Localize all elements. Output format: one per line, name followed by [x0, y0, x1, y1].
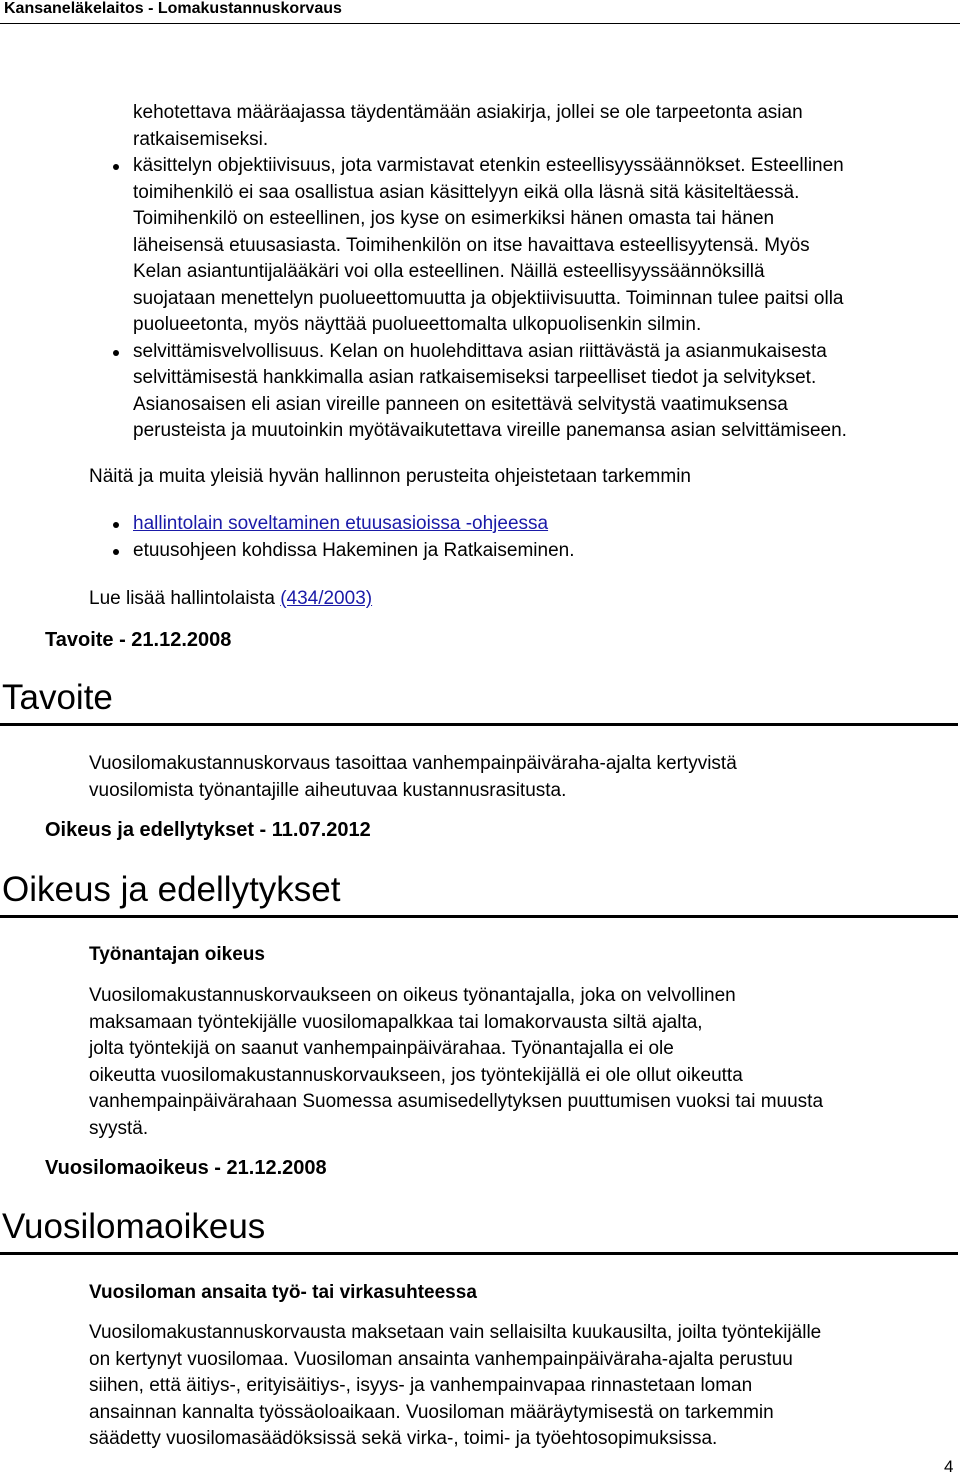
- read-more-line: [89, 586, 954, 613]
- text-line: suojataan menettelyn puolueettomuutta ja objektiivisuutta. Toiminnan tulee paitsi olla: [133, 287, 844, 309]
- oikeus-paragraph: [89, 983, 954, 1142]
- text-line: Asianosaisen eli asian vireille panneen on esitettävä selvitystä vaatimuksensa: [133, 393, 788, 415]
- tavoite-paragraph: [89, 751, 954, 804]
- section-divider: [0, 723, 958, 726]
- vuosilomaoikeus-paragraph: [89, 1320, 954, 1453]
- bullet-icon: [113, 350, 119, 356]
- text-line: etuusohjeen kohdissa Hakeminen ja Ratkaiseminen.: [133, 539, 575, 561]
- list-item: [110, 511, 574, 538]
- text-line: selvittämisestä hankkimalla asian ratkaisemiseksi tarpeelliset tiedot ja selvitykset.: [133, 367, 817, 388]
- text-line: Vuosilomakustannuskorvaus tasoittaa vanhempainpäiväraha-ajalta kertyvistä: [89, 753, 737, 774]
- bullet-icon: [113, 164, 119, 170]
- guidance-intro: Näitä ja muita yleisiä hyvän hallinnon perusteita ohjeistetaan tarkemmin: [89, 466, 691, 487]
- vuosilomaoikeus-subheading: Vuosiloman ansaita työ- tai virkasuhteessa: [89, 1282, 477, 1303]
- previous-bullet-continuation: [133, 100, 958, 153]
- list-item: [110, 153, 847, 339]
- tavoite-date-heading: Tavoite - 21.12.2008: [45, 629, 232, 651]
- document-header-title: Kansaneläkelaitos - Lomakustannuskorvaus: [4, 0, 342, 17]
- section-divider: [0, 1252, 958, 1255]
- text-line: ratkaisemiseksi.: [133, 128, 269, 150]
- text-line: kehotettava määräajassa täydentämään asiakirja, jollei se ole tarpeetonta asian: [133, 102, 803, 123]
- list-item: [110, 339, 847, 445]
- text-line: läheisensä etuusasiasta. Toimihenkilön on itse havaittava esteellisyytensä. Myös: [133, 234, 810, 256]
- oikeus-title: Oikeus ja edellytykset: [2, 870, 341, 909]
- bullet-icon: [113, 522, 119, 528]
- read-more-text: Lue lisää hallintolaista: [89, 588, 275, 609]
- text-line: syystä.: [89, 1117, 149, 1139]
- text-line: Kelan asiantuntijalääkäri voi olla esteellinen. Näillä esteellisyyssäännöksillä: [133, 261, 765, 282]
- text-line: vanhempainpäivärahaan Suomessa asumisedellytyksen puuttumisen vuoksi tai muusta: [89, 1091, 824, 1112]
- page-number: 4: [944, 1457, 954, 1476]
- text-line: selvittämisvelvollisuus. Kelan on huolehdittava asian riittävästä ja asianmukaisesta: [133, 340, 827, 362]
- header-divider: [0, 23, 960, 24]
- text-line: toimihenkilö ei saa osallistua asian käsittelyyn eikä olla läsnä sitä käsiteltäessä.: [133, 181, 800, 203]
- oikeus-date-heading: Oikeus ja edellytykset - 11.07.2012: [45, 819, 371, 841]
- tavoite-title: Tavoite: [2, 678, 113, 717]
- list-item: [110, 538, 574, 565]
- vuosilomaoikeus-date-heading: Vuosilomaoikeus - 21.12.2008: [45, 1157, 327, 1179]
- text-line: perusteista ja muutoinkin myötävaikutettava vireille panemansa asian selvittämiseen.: [133, 420, 847, 441]
- oikeus-subheading: Työnantajan oikeus: [89, 944, 265, 965]
- hallintolaki-guide-link[interactable]: hallintolain soveltaminen etuusasioissa -ohjeessa: [133, 513, 549, 534]
- text-line: on kertynyt vuosilomaa. Vuosiloman ansainta vanhempainpäiväraha-ajalta perustuu: [89, 1348, 793, 1370]
- text-line: Toimihenkilö on esteellinen, jos kyse on esimerkiksi hänen omasta tai hänen: [133, 208, 775, 229]
- principles-list: [110, 153, 847, 445]
- text-line: maksamaan työntekijälle vuosilomapalkkaa tai lomakorvausta siltä ajalta,: [89, 1011, 703, 1033]
- vuosilomaoikeus-title: Vuosilomaoikeus: [2, 1207, 266, 1246]
- text-line: Vuosilomakustannuskorvausta maksetaan vain sellaisilta kuukausilta, joilta työntekijälle: [89, 1322, 822, 1343]
- text-line: siihen, että äitiys-, erityisäitiys-, isyys- ja vanhempainvapaa rinnastetaan loman: [89, 1375, 753, 1396]
- text-line: vuosilomista työnantajille aiheutuvaa kustannusrasitusta.: [89, 779, 567, 801]
- bullet-icon: [113, 549, 119, 555]
- section-divider: [0, 915, 958, 918]
- text-line: käsittelyn objektiivisuus, jota varmistavat etenkin esteellisyyssäännökset. Esteellinen: [133, 155, 844, 176]
- text-line: säädetty vuosilomasäädöksissä sekä virka-, toimi- ja työehtosopimuksissa.: [89, 1428, 718, 1449]
- guidance-list: [110, 511, 574, 564]
- hallintolaki-link[interactable]: (434/2003): [280, 588, 373, 609]
- text-line: Vuosilomakustannuskorvaukseen on oikeus työnantajalla, joka on velvollinen: [89, 985, 736, 1006]
- text-line: jolta työntekijä on saanut vanhempainpäivärahaa. Työnantajalla ei ole: [89, 1038, 674, 1059]
- text-line: puolueetonta, myös näyttää puolueettomalta ulkopuolisenkin silmin.: [133, 314, 702, 335]
- text-line: ansainnan kannalta työssäoloaikaan. Vuosiloman määräytymisestä on tarkemmin: [89, 1401, 774, 1423]
- text-line: oikeutta vuosilomakustannuskorvaukseen, jos työntekijällä ei ole ollut oikeutta: [89, 1064, 743, 1086]
